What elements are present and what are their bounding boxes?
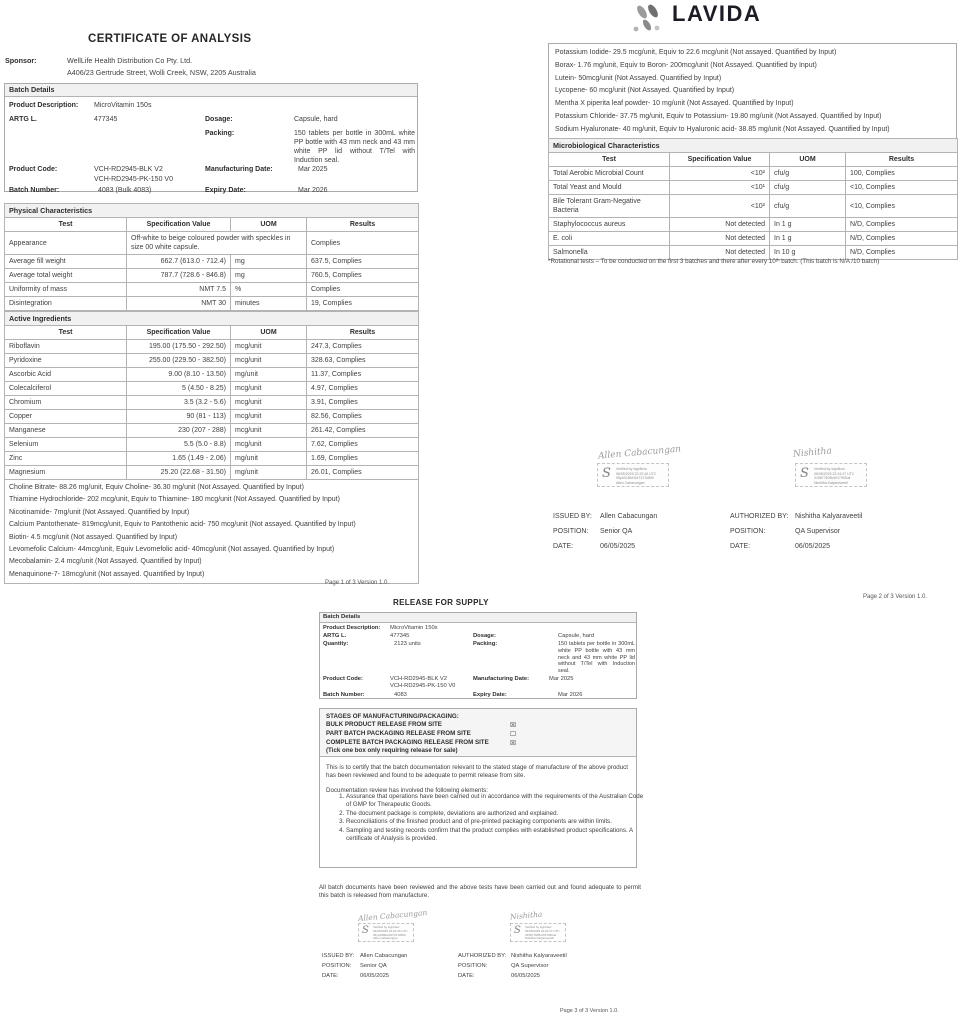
signnow-s-icon: S <box>514 925 521 936</box>
cell-result: 100, Complies <box>846 167 958 181</box>
cell-result: <10, Complies <box>846 195 958 218</box>
cell-test: Staphylococcus aureus <box>549 218 670 232</box>
date-label: DATE: <box>553 543 574 550</box>
col-test: Test <box>5 326 127 340</box>
micro-row <box>549 195 958 218</box>
product-description-label: Product Description: <box>323 625 381 631</box>
issued-by-signature-block <box>553 444 751 551</box>
not-assayed-note: Menaquinone-7- 18mcg/unit (Not assayed. Quantified by Input) <box>9 570 205 578</box>
batch-number-label: Batch Number: <box>323 692 365 698</box>
cell-result: N/D, Complies <box>846 218 958 232</box>
sponsor-name: WellLife Health Distribution Co Pty. Ltd. <box>67 56 193 65</box>
quantity-label: Quantity: <box>323 641 349 647</box>
cell-test: Ascorbic Acid <box>5 368 127 382</box>
cell-uom: cfu/g <box>770 167 846 181</box>
stamp-line: Verified by signNow <box>616 467 647 471</box>
authorized-position: QA Supervisor <box>795 528 841 535</box>
sponsor-label: Sponsor: <box>5 56 37 65</box>
signnow-s-icon: S <box>602 466 611 481</box>
stage-item <box>326 730 630 739</box>
appearance-spec: Off-white to beige coloured powder with speckles in size 00 white capsule. <box>127 232 307 255</box>
cell-result: 19, Complies <box>307 297 419 311</box>
appearance-result: Complies <box>307 232 419 255</box>
cell-result: N/D, Complies <box>846 232 958 246</box>
authorized-by-name: Nishitha Kalyaraveetil <box>511 953 567 959</box>
stage-checkbox: ☒ <box>510 738 516 747</box>
issued-handwritten-signature: Allen Cabacungan <box>597 444 682 462</box>
stages-title: STAGES OF MANUFACTURING/PACKAGING: <box>326 713 459 720</box>
col-results: Results <box>846 153 958 167</box>
issued-handwritten-signature: Allen Cabacungan <box>357 907 428 924</box>
active-row <box>5 382 419 396</box>
issued-by-name: Allen Cabacungan <box>360 953 408 959</box>
active-row <box>5 354 419 368</box>
cell-spec: 195.00 (175.50 - 292.50) <box>127 340 231 354</box>
cell-spec: 90 (81 - 113) <box>127 410 231 424</box>
issued-date: 06/05/2025 <box>600 543 636 550</box>
not-assayed-note: Thiamine Hydrochloride- 202 mcg/unit, Equiv to Thiamine- 180 mcg/unit (Not Assayed. Quantified by Input) <box>9 496 340 504</box>
active-row <box>5 340 419 354</box>
expiry-label: Expiry Date: <box>205 187 246 194</box>
cell-test: E. coli <box>549 232 670 246</box>
appearance-row <box>5 232 419 255</box>
authorized-date: 06/05/2025 <box>511 973 541 979</box>
stamp-line: Verified by signNow <box>373 925 400 929</box>
artg-label: ARTG L. <box>323 633 347 639</box>
column-header-row <box>549 153 958 167</box>
cell-test: Pyridoxine <box>5 354 127 368</box>
stage-label: BULK PRODUCT RELEASE FROM SITE <box>326 721 442 728</box>
position-label: POSITION: <box>322 963 352 969</box>
cell-result: 1.69, Complies <box>307 452 419 466</box>
micro-row <box>549 181 958 195</box>
authorized-date: 06/05/2025 <box>795 543 831 550</box>
active-row <box>5 368 419 382</box>
product-description-value: MicroVitamin 150s <box>94 102 152 109</box>
col-spec: Specification Value <box>127 326 231 340</box>
stage-label: PART BATCH PACKAGING RELEASE FROM SITE <box>326 729 471 737</box>
cell-spec: Not detected <box>670 218 770 232</box>
product-code-value-2: VCH-RD2945-PK-150 V0 <box>94 176 173 183</box>
stamp-line: 95yA01BkH34T217k890 <box>373 932 406 937</box>
cell-result: N/D, Complies <box>846 246 958 260</box>
page3-batch-details-box <box>319 612 637 699</box>
signnow-stamp <box>795 463 867 487</box>
not-assayed-note: Calcium Pantothenate- 819mcg/unit, Equiv to Pantothenic acid- 750 mcg/unit (Not assayed. Quantified by Input) <box>9 521 356 529</box>
col-spec: Specification Value <box>127 218 231 232</box>
active-row <box>5 396 419 410</box>
cell-test: Zinc <box>5 452 127 466</box>
not-assayed-note: Biotin- 4.5 mcg/unit (Not assayed. Quantified by Input) <box>9 533 178 541</box>
cell-uom: In 10 g <box>770 246 846 260</box>
cell-spec: NMT 30 <box>127 297 231 311</box>
active-row <box>5 410 419 424</box>
not-assayed-note: Choline Bitrate- 88.26 mg/unit, Equiv Choline- 36.30 mg/unit (Not Assayed. Quantified by Input) <box>9 484 304 491</box>
product-code-value-1: VCH-RD2945-BLK V2 <box>390 676 448 682</box>
issued-position: Senior QA <box>360 963 387 969</box>
col-uom: UOM <box>231 218 307 232</box>
col-results: Results <box>307 326 419 340</box>
sponsor-address: A406/23 Gertrude Street, Wolli Creek, NSW, 2205 Australia <box>67 68 256 77</box>
not-assayed-note: Potassium Iodide- 29.5 mcg/unit, Equiv to 22.6 mcg/unit (Not assayed. Quantified by Input) <box>555 49 837 56</box>
batch-number-value: 4083 (Bulk 4083) <box>98 187 152 194</box>
artg-value: 477345 <box>94 116 118 123</box>
physical-section-header: Physical Characteristics <box>5 204 419 218</box>
physical-row <box>5 283 419 297</box>
authorized-handwritten-signature: Nishitha <box>792 446 833 460</box>
packing-label: Packing: <box>205 130 235 137</box>
quantity-value: 2123 units <box>394 641 421 647</box>
not-assayed-note: Lycopene- 60 mcg/unit (Not Assayed. Quantified by Input) <box>555 87 735 95</box>
not-assayed-note: Nicotinamide- 7mg/unit (Not Assayed. Quantified by Input) <box>9 508 190 516</box>
cell-test: Copper <box>5 410 127 424</box>
cell-result: 637.5, Complies <box>307 255 419 269</box>
micro-row <box>549 218 958 232</box>
date-label: DATE: <box>730 543 751 550</box>
dosage-label: Dosage: <box>473 633 496 639</box>
active-section-header: Active Ingredients <box>5 312 419 326</box>
stamp-line: Nishitha Kalyaraveetil <box>814 480 848 485</box>
mfg-date-label: Manufacturing Date: <box>205 166 273 173</box>
micro-section-header: Microbiological Characteristics <box>549 139 958 153</box>
cell-uom: minutes <box>231 297 307 311</box>
cell-spec: <10² <box>670 167 770 181</box>
cell-uom: mg/unit <box>231 368 307 382</box>
cell-test: Average total weight <box>5 269 127 283</box>
date-label: DATE: <box>322 973 339 979</box>
cell-spec: Not detected <box>670 232 770 246</box>
issued-by-signature-block <box>322 908 462 988</box>
active-row <box>5 424 419 438</box>
cell-test: Uniformity of mass <box>5 283 127 297</box>
authorized-handwritten-signature: Nishitha <box>509 909 543 922</box>
issued-by-label: ISSUED BY: <box>322 953 355 959</box>
certify-paragraph: This is to certify that the batch documentation relevant to the stated stage of manufacture of the above product has been reviewed and found to be adequate to permit release from site. <box>326 764 628 779</box>
cell-test: Chromium <box>5 396 127 410</box>
review-intro: Documentation review has involved the following elements: <box>326 787 488 794</box>
stamp-line: Verified by signNow <box>525 925 552 929</box>
stage-checkbox: ☒ <box>510 721 516 729</box>
active-ingredients-table <box>4 311 419 584</box>
cell-result: 3.91, Complies <box>307 396 419 410</box>
lavida-logo-icon <box>630 2 670 34</box>
column-header-row <box>5 218 419 232</box>
artg-label: ARTG L. <box>9 116 37 123</box>
cell-spec: Not detected <box>670 246 770 260</box>
cell-uom: mg/unit <box>231 466 307 480</box>
batch-number-label: Batch Number: <box>9 187 60 194</box>
cell-uom: In 1 g <box>770 232 846 246</box>
cell-spec: 5 (4.50 - 8.25) <box>127 382 231 396</box>
cell-test: Colecalciferol <box>5 382 127 396</box>
authorized-by-signature-block <box>730 446 925 551</box>
closing-statement: All batch documents have been reviewed and the above tests have been carried out and found adequate to permit this batch is released from manufacture. <box>319 884 641 899</box>
cell-uom: % <box>231 283 307 297</box>
position-label: POSITION: <box>553 528 589 535</box>
col-uom: UOM <box>231 326 307 340</box>
expiry-label: Expiry Date: <box>473 692 507 698</box>
active-row <box>5 438 419 452</box>
issued-by-name: Allen Cabacungan <box>600 513 658 520</box>
stamp-line: 31587760BvW1799Gaf <box>525 932 557 937</box>
issued-date: 06/05/2025 <box>360 973 390 979</box>
signnow-stamp <box>510 923 566 942</box>
stage-checkbox: ☐ <box>510 729 516 738</box>
cell-uom: mcg/unit <box>231 424 307 438</box>
stage-label: COMPLETE BATCH PACKAGING RELEASE FROM SITE <box>326 738 489 746</box>
review-item: 2. The document package is complete, deviations are authorized and explained. <box>346 810 644 818</box>
page1-title: CERTIFICATE OF ANALYSIS <box>88 33 252 45</box>
col-test: Test <box>5 218 127 232</box>
rotational-tests-footnote: *Rotational tests – To be conducted on the first 3 batches and there after every 10ᵗʰ batch. (This batch is N/A /10 batch) <box>548 258 880 265</box>
active-row <box>5 452 419 466</box>
col-results: Results <box>307 218 419 232</box>
page2-footer: Page 2 of 3 Version 1.0. <box>863 594 928 600</box>
cell-test: Disintegration <box>5 297 127 311</box>
dosage-value: Capsule, hard <box>558 633 595 639</box>
stamp-line: Allen Cabacungan <box>373 936 398 941</box>
micro-row <box>549 167 958 181</box>
batch-number-value: 4083 <box>394 692 407 698</box>
page2-not-assayed-box <box>548 43 957 138</box>
stamp-line: Nishitha Kalyaraveetil <box>525 936 554 941</box>
cell-result: 261.42, Complies <box>307 424 419 438</box>
column-header-row <box>5 326 419 340</box>
position-label: POSITION: <box>458 963 488 969</box>
tick-one-box-note: (Tick one box only requiring release for sale) <box>326 747 458 754</box>
batch-details-header: Batch Details <box>320 613 636 623</box>
signnow-s-icon: S <box>800 466 809 481</box>
cell-uom: mcg/unit <box>231 382 307 396</box>
authorized-position: QA Supervisor <box>511 963 549 969</box>
not-assayed-note: Potassium Chloride- 37.75 mg/unit, Equiv to Potassium- 19.80 mg/unit (Not Assayed. Quantified by Input) <box>555 112 882 120</box>
physical-row <box>5 255 419 269</box>
cell-uom: mg/unit <box>231 452 307 466</box>
product-description-label: Product Description: <box>9 102 79 109</box>
cell-spec: 230 (207 - 288) <box>127 424 231 438</box>
physical-row <box>5 297 419 311</box>
cell-test: Selenium <box>5 438 127 452</box>
cell-test: Bile Tolerant Gram-Negative Bacteria <box>549 195 670 218</box>
cell-result: 7.62, Complies <box>307 438 419 452</box>
stamp-line: 06/05/2025 22:24:27 UTC <box>814 471 855 476</box>
cell-uom: mcg/unit <box>231 410 307 424</box>
cell-result: 26.01, Complies <box>307 466 419 480</box>
cell-result: 247.3, Complies <box>307 340 419 354</box>
cell-spec: 662.7 (613.0 - 712.4) <box>127 255 231 269</box>
issued-by-label: ISSUED BY: <box>553 513 592 520</box>
cell-spec: 25.20 (22.68 - 31.50) <box>127 466 231 480</box>
issued-position: Senior QA <box>600 528 633 535</box>
not-assayed-note: Mentha X piperita leaf powder- 10 mg/unit (Not Assayed. Quantified by Input) <box>555 100 794 108</box>
cell-result: 82.56, Complies <box>307 410 419 424</box>
page3-footer: Page 3 of 3 Version 1.0. <box>560 1008 619 1014</box>
cell-uom: mg <box>231 269 307 283</box>
stamp-line: 06/05/2025 22:24:27 UTC <box>525 928 560 933</box>
cell-uom: mg <box>231 255 307 269</box>
packing-value: 150 tablets per bottle in 300mL white PP bottle with 43 mm neck and 43 mm white PP lid without T/Tel with Induction seal. <box>558 641 635 675</box>
stages-header-section <box>320 709 636 757</box>
cell-spec: NMT 7.5 <box>127 283 231 297</box>
page3-title: RELEASE FOR SUPPLY <box>393 598 489 607</box>
signnow-stamp <box>597 463 669 487</box>
stamp-line: 06/05/2025 22:22:49 UTC <box>373 928 408 933</box>
stamp-line: Verified by signNow <box>814 467 845 471</box>
position-label: POSITION: <box>730 528 766 535</box>
stage-item <box>326 721 630 730</box>
batch-details-header: Batch Details <box>5 84 417 97</box>
cell-spec: 9.00 (8.10 - 13.50) <box>127 368 231 382</box>
packing-label: Packing: <box>473 641 498 647</box>
micro-row <box>549 232 958 246</box>
cell-uom: mcg/unit <box>231 438 307 452</box>
mfg-date-label: Manufacturing Date: <box>473 676 530 682</box>
signnow-s-icon: S <box>362 925 369 936</box>
physical-characteristics-table <box>4 203 419 311</box>
cell-uom: mcg/unit <box>231 340 307 354</box>
cell-result: 11.37, Complies <box>307 368 419 382</box>
review-item: 1. Assurance that operations have been carried out in accordance with the requirements of the Australian Code of GMP for Therapeutic Goods. <box>346 793 644 809</box>
dosage-value: Capsule, hard <box>294 116 338 123</box>
col-uom: UOM <box>770 153 846 167</box>
signnow-stamp <box>358 923 414 942</box>
cell-result: 328.63, Complies <box>307 354 419 368</box>
date-label: DATE: <box>458 973 475 979</box>
review-item: 4. Sampling and testing records confirm that the product complies with established product specifications. A certificate of Analysis is provided. <box>346 827 644 843</box>
cell-spec: 1.65 (1.49 - 2.06) <box>127 452 231 466</box>
stamp-line: 95yA01BkH34T217k890 <box>616 476 654 481</box>
cell-spec: 787.7 (728.6 - 846.8) <box>127 269 231 283</box>
lavida-logo-text: LAVIDA <box>672 1 762 26</box>
stamp-line: 06/05/2025 22:22:49 UTC <box>616 471 657 476</box>
expiry-value: Mar 2026 <box>558 692 583 698</box>
not-assayed-note: Mecobalamin- 2.4 mcg/unit (Not Assayed. Quantified by Input) <box>9 558 202 566</box>
artg-value: 477345 <box>390 633 410 639</box>
active-row <box>5 466 419 480</box>
cell-result: 4.97, Complies <box>307 382 419 396</box>
cell-test: Manganese <box>5 424 127 438</box>
appearance-test: Appearance <box>5 232 127 255</box>
authorized-by-signature-block <box>458 908 598 988</box>
cell-spec: <10¹ <box>670 181 770 195</box>
physical-row <box>5 269 419 283</box>
stages-box <box>319 708 644 868</box>
product-code-value-1: VCH-RD2945-BLK V2 <box>94 166 163 173</box>
not-assayed-note: Sodium Hyaluronate- 40 mg/unit, Equiv to Hyaluronic acid- 38.85 mg/unit (Not Assayed. Quantified by Input) <box>555 125 890 133</box>
mfg-date-value: Mar 2025 <box>298 166 328 173</box>
cell-spec: <10² <box>670 195 770 218</box>
cell-result: <10, Complies <box>846 181 958 195</box>
cell-test: Magnesium <box>5 466 127 480</box>
cell-test: Total Aerobic Microbial Count <box>549 167 670 181</box>
not-assayed-notes-row <box>5 480 419 584</box>
cell-test: Riboflavin <box>5 340 127 354</box>
page1-footer: Page 1 of 3 Version 1.0. <box>325 580 390 586</box>
product-code-label: Product Code: <box>323 676 363 682</box>
cell-uom: cfu/g <box>770 195 846 218</box>
cell-spec: 5.5 (5.0 - 8.8) <box>127 438 231 452</box>
stamp-line: 31587760BvW1799Gaf <box>814 476 851 481</box>
col-spec: Specification Value <box>670 153 770 167</box>
cell-test: Average fill weight <box>5 255 127 269</box>
authorized-by-label: AUTHORIZED BY: <box>730 513 789 520</box>
authorized-by-name: Nishitha Kalyaraveetil <box>795 513 863 520</box>
cell-result: 760.5, Complies <box>307 269 419 283</box>
cell-uom: mcg/unit <box>231 396 307 410</box>
mfg-date-value: Mar 2025 <box>549 676 574 682</box>
review-item: 3. Reconciliations of the finished product and of pre-printed packaging components are within limits. <box>346 818 644 826</box>
expiry-value: Mar 2026 <box>298 187 328 194</box>
col-test: Test <box>549 153 670 167</box>
cell-uom: mcg/unit <box>231 354 307 368</box>
cell-spec: 255.00 (229.50 - 382.50) <box>127 354 231 368</box>
product-code-value-2: VCH-RD2945-PK-150 V0 <box>390 683 456 689</box>
product-description-value: MicroVitamin 150s <box>390 625 438 631</box>
cell-spec: 3.5 (3.2 - 5.6) <box>127 396 231 410</box>
not-assayed-note: Levomefolic Calcium- 44mcg/unit, Equiv Levomefolic acid- 40mcg/unit (Not assayed. Quantified by Input) <box>9 546 335 554</box>
not-assayed-note: Lutein- 50mcg/unit (Not Assayed. Quantified by Input) <box>555 74 722 82</box>
stamp-line: Allen Cabacungan <box>616 480 645 485</box>
batch-details-box <box>4 83 418 192</box>
cell-test: Total Yeast and Mould <box>549 181 670 195</box>
authorized-by-label: AUTHORIZED BY: <box>458 953 507 959</box>
product-code-label: Product Code: <box>9 166 58 173</box>
cell-uom: In 1 g <box>770 218 846 232</box>
not-assayed-note: Borax- 1.76 mg/unit, Equiv to Boron- 200mcg/unit (Not Assayed. Quantified by Input) <box>555 61 817 69</box>
cell-result: Complies <box>307 283 419 297</box>
microbiological-table <box>548 138 958 260</box>
cell-test: Salmonella <box>549 246 670 260</box>
packing-value: 150 tablets per bottle in 300mL white PP bottle with 43 mm neck and 43 mm white PP lid without T/Tel with Induction seal. <box>294 130 415 164</box>
cell-uom: cfu/g <box>770 181 846 195</box>
dosage-label: Dosage: <box>205 116 233 123</box>
